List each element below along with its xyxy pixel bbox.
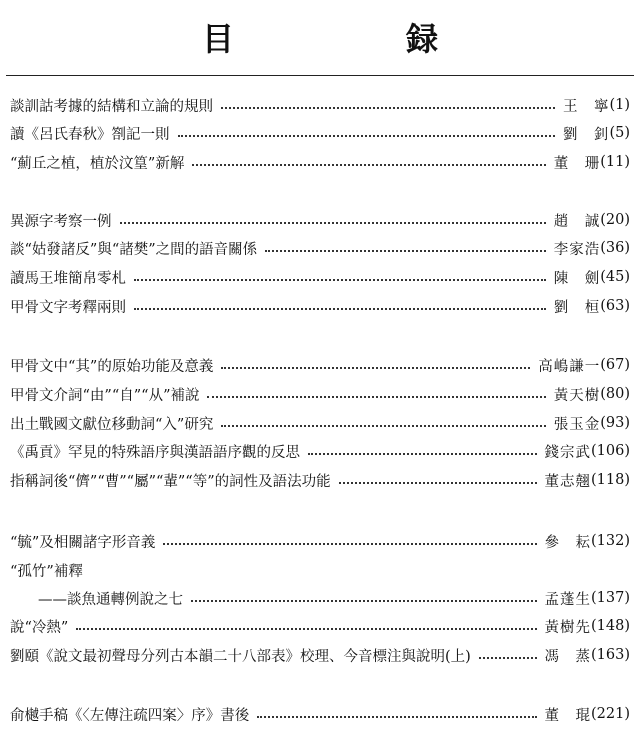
entry-page: (106) xyxy=(591,443,630,459)
toc-entry[interactable] xyxy=(10,122,630,144)
leader-dots xyxy=(207,396,545,398)
toc-entry[interactable] xyxy=(10,354,630,376)
entry-page: (11) xyxy=(600,154,630,170)
entry-title: 劉頤《說文最初聲母分列古本韻二十八部表》校理、今音標注與說明(上) xyxy=(10,648,471,665)
entry-author: 參 耘 xyxy=(544,534,591,551)
toc-entry[interactable] xyxy=(10,151,630,173)
toc-entry[interactable] xyxy=(10,644,630,666)
leader-dots xyxy=(479,657,537,659)
entry-author: 李家浩 xyxy=(553,241,601,258)
toc-entry[interactable] xyxy=(10,469,630,491)
page-title: 目 録 xyxy=(201,20,508,58)
entry-author: 黃樹先 xyxy=(544,619,591,636)
entry-title: 甲骨文字考釋兩則 xyxy=(10,299,126,316)
toc-entry[interactable] xyxy=(10,94,630,116)
toc-entry[interactable] xyxy=(10,237,630,259)
leader-dots xyxy=(308,453,537,455)
entry-page: (67) xyxy=(600,357,630,373)
leader-dots xyxy=(163,543,536,545)
entry-title: ——談魚通轉例說之七 xyxy=(38,591,183,608)
leader-dots xyxy=(192,164,545,166)
leader-dots xyxy=(339,482,537,484)
leader-dots xyxy=(265,250,546,252)
leader-dots xyxy=(191,600,537,602)
entry-page: (45) xyxy=(600,269,630,285)
entry-author: 董 琨 xyxy=(544,707,591,724)
entry-page: (163) xyxy=(591,647,630,663)
toc-entry[interactable] xyxy=(10,412,630,434)
toc-entry[interactable] xyxy=(10,615,630,637)
entry-author: 孟蓬生 xyxy=(544,591,591,608)
entry-author: 陳 劍 xyxy=(553,270,601,287)
entry-page: (221) xyxy=(591,706,630,722)
entry-title: 《禹貢》罕見的特殊語序與漢語語序觀的反思 xyxy=(10,444,300,461)
entry-author: 王 寧 xyxy=(562,98,610,115)
entry-title: 甲骨文中“其”的原始功能及意義 xyxy=(10,358,214,375)
entry-title: 談“姑發諸反”與“諸樊”之間的語音關係 xyxy=(10,241,258,258)
entry-page: (137) xyxy=(591,590,630,606)
entry-author: 張玉金 xyxy=(553,416,601,433)
entry-author: 趙 誠 xyxy=(553,213,601,230)
entry-title: 指稱詞後“儕”“曹”“屬”“輩”“等”的詞性及語法功能 xyxy=(10,473,331,490)
entry-author: 劉 桓 xyxy=(553,299,601,316)
leader-dots xyxy=(221,425,545,427)
entry-title: 出土戰國文獻位移動詞“入”研究 xyxy=(10,416,214,433)
toc-entry-subtitle[interactable] xyxy=(10,587,630,609)
entry-author: 董志翹 xyxy=(544,473,591,490)
leader-dots xyxy=(76,628,536,630)
entry-page: (80) xyxy=(600,386,630,402)
entry-title: “孤竹”補釋 xyxy=(10,563,83,580)
toc-entry[interactable] xyxy=(10,266,630,288)
leader-dots xyxy=(120,222,546,224)
entry-page: (93) xyxy=(600,415,630,431)
toc-entry[interactable] xyxy=(10,295,630,317)
entry-author: 高嶋謙一 xyxy=(538,358,601,375)
toc-entry[interactable] xyxy=(10,703,630,725)
entry-page: (132) xyxy=(591,533,630,549)
entry-author: 黃天樹 xyxy=(553,387,601,404)
entry-page: (148) xyxy=(591,618,630,634)
entry-page: (1) xyxy=(609,97,630,113)
entry-title: 讀馬王堆簡帛零札 xyxy=(10,270,126,287)
entry-title: 讀《呂氏春秋》劄記一則 xyxy=(10,126,170,143)
entry-page: (63) xyxy=(600,298,630,314)
entry-page: (20) xyxy=(600,212,630,228)
entry-title: 甲骨文介詞“由”“自”“从”補說 xyxy=(10,387,200,404)
entry-author: 劉 釗 xyxy=(562,126,610,143)
entry-page: (5) xyxy=(609,125,630,141)
toc-entry[interactable] xyxy=(10,440,630,462)
toc-entry[interactable] xyxy=(10,383,630,405)
leader-dots xyxy=(257,716,536,718)
entry-author: 錢宗武 xyxy=(544,444,591,461)
leader-dots xyxy=(221,367,530,369)
toc-entry[interactable] xyxy=(10,530,630,552)
entry-page: (118) xyxy=(591,472,630,488)
entry-title: 俞樾手稿《〈左傳注疏四案〉序》書後 xyxy=(10,707,250,724)
entry-title: 說“冷熱” xyxy=(10,619,69,636)
entry-author: 馮 蒸 xyxy=(544,648,591,665)
entry-title: 談訓詁考據的結構和立論的規則 xyxy=(10,98,213,115)
entry-title: 異源字考察一例 xyxy=(10,213,112,230)
toc-entry[interactable] xyxy=(10,209,630,231)
entry-author: 董 珊 xyxy=(553,155,601,172)
entry-title: “毓”及相關諸字形音義 xyxy=(10,534,156,551)
toc-entry[interactable] xyxy=(10,559,630,581)
leader-dots xyxy=(221,107,555,109)
entry-page: (36) xyxy=(600,240,630,256)
leader-dots xyxy=(134,308,546,310)
leader-dots xyxy=(178,135,555,137)
leader-dots xyxy=(134,279,546,281)
entry-title: “薊丘之植，植於汶篁”新解 xyxy=(10,155,185,172)
